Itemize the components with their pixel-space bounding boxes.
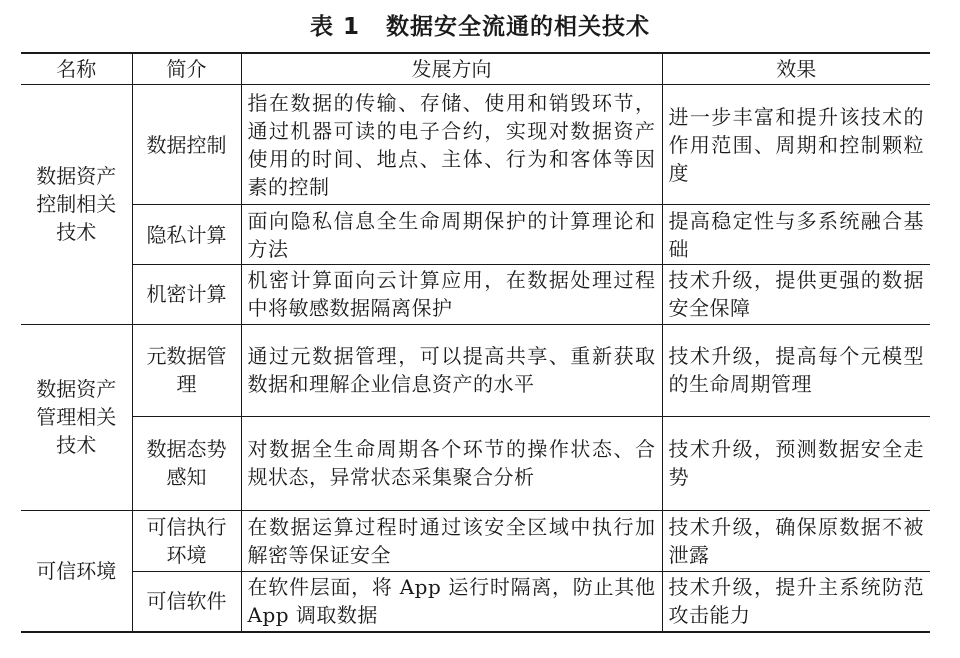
intro-cell: 可信执行环境 [132,511,241,572]
direction-cell: 通过元数据管理，可以提高共享、重新获取数据和理解企业信息资产的水平 [241,324,662,416]
effect-cell: 技术升级，预测数据安全走势 [662,416,930,510]
intro-cell: 机密计算 [132,265,241,325]
direction-cell: 机密计算面向云计算应用，在数据处理过程中将敏感数据隔离保护 [241,265,662,325]
header-intro: 简介 [132,53,241,85]
header-effect: 效果 [662,53,930,85]
table-row [21,265,930,325]
effect-cell: 技术升级，确保原数据不被泄露 [662,511,930,572]
table-row [21,571,930,632]
effect-cell: 提高稳定性与多系统融合基础 [662,205,930,265]
intro-cell: 元数据管理 [132,324,241,416]
direction-cell: 对数据全生命周期各个环节的操作状态、合规状态，异常状态采集聚合分析 [241,416,662,510]
effect-cell: 进一步丰富和提升该技术的作用范围、周期和控制颗粒度 [662,85,930,205]
table-row [21,324,930,416]
table-row [21,85,930,205]
header-name: 名称 [21,53,132,85]
direction-cell: 指在数据的传输、存储、使用和销毁环节，通过机器可读的电子合约，实现对数据资产使用的时间、地点、主体、行为和客体等因素的控制 [241,85,662,205]
table-caption [0,10,960,44]
direction-cell: 面向隐私信息全生命周期保护的计算理论和方法 [241,205,662,265]
table-title: 数据安全流通的相关技术 [386,14,650,40]
header-direction: 发展方向 [241,53,662,85]
effect-cell: 技术升级，提升主系统防范攻击能力 [662,571,930,632]
intro-cell: 隐私计算 [132,205,241,265]
category-cell: 数据资产管理相关技术 [21,324,132,510]
table-number: 表 1 [309,14,360,40]
direction-cell: 在软件层面，将 App 运行时隔离，防止其他 App 调取数据 [241,571,662,632]
effect-cell: 技术升级，提供更强的数据安全保障 [662,265,930,325]
intro-cell: 可信软件 [132,571,241,632]
category-cell: 数据资产控制相关技术 [21,85,132,325]
table-row [21,511,930,572]
tech-table [21,52,930,633]
table-row [21,205,930,265]
intro-cell: 数据控制 [132,85,241,205]
effect-cell: 技术升级，提高每个元模型的生命周期管理 [662,324,930,416]
table-row [21,416,930,510]
category-cell: 可信环境 [21,511,132,633]
header-row [21,53,930,85]
intro-cell: 数据态势感知 [132,416,241,510]
direction-cell: 在数据运算过程时通过该安全区域中执行加解密等保证安全 [241,511,662,572]
